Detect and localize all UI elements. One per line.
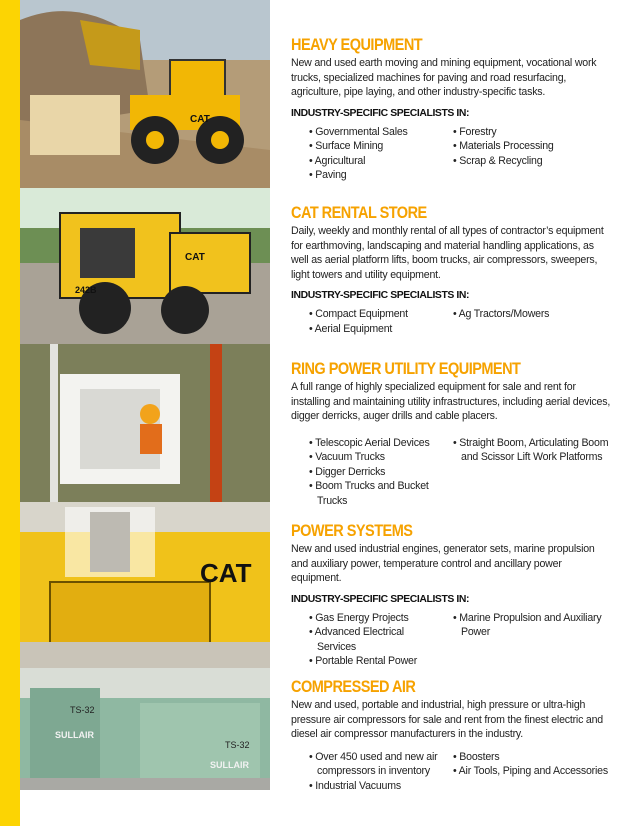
specialty-item: • Advanced Electrical Services <box>309 625 441 654</box>
specialty-item: • Governmental Sales <box>309 125 441 140</box>
section-title: CAT RENTAL STORE <box>291 204 427 222</box>
specialists-heading: INDUSTRY-SPECIFIC SPECIALISTS IN: <box>291 593 470 605</box>
specialty-item: • Portable Rental Power <box>309 654 441 669</box>
specialty-item: • Forestry <box>453 125 611 140</box>
section-ring-power-utility <box>291 358 611 508</box>
air-compressor-photo <box>20 668 270 790</box>
generator-set-photo <box>20 502 270 668</box>
section-description: A full range of highly specialized equipment for sale and rent for installing and maintaining utility infrastructures, including aerial devices, digger derricks, auger drills and cable placers. <box>291 381 611 422</box>
specialty-item: • Gas Energy Projects <box>309 611 441 626</box>
specialty-item: • Boom Trucks and Bucket Trucks <box>309 479 441 508</box>
specialty-item: • Straight Boom, Articulating Boom and Scissor Lift Work Platforms <box>453 436 611 465</box>
specialty-item: • Agricultural <box>309 154 441 169</box>
specialty-item: • Surface Mining <box>309 139 441 154</box>
section-compressed-air <box>291 676 611 793</box>
section-power-systems <box>291 520 611 669</box>
section-heavy-equipment <box>291 34 611 183</box>
skid-model-label: 242B <box>75 285 97 295</box>
skid-steer-photo <box>20 188 270 344</box>
specialty-item: • Paving <box>309 168 441 183</box>
loader-badge: CAT <box>190 114 210 125</box>
specialists-heading: INDUSTRY-SPECIFIC SPECIALISTS IN: <box>291 290 470 301</box>
specialty-item: • Ag Tractors/Mowers <box>453 307 611 322</box>
yellow-sidebar-stripe <box>0 0 20 826</box>
photo-column <box>20 0 270 790</box>
section-title: HEAVY EQUIPMENT <box>291 36 423 54</box>
specialty-item: • Compact Equipment <box>309 307 441 322</box>
section-description: New and used earth moving and mining equipment, vocational work trucks, specialized machines for paving and road resurfacing, agriculture, pipe laying, and other industry-specific tasks. <box>291 57 597 98</box>
specialty-item: • Air Tools, Piping and Accessories <box>453 764 611 779</box>
specialty-item: • Telescopic Aerial Devices <box>309 436 441 451</box>
section-title: RING POWER UTILITY EQUIPMENT <box>291 360 521 378</box>
specialists-heading: INDUSTRY-SPECIFIC SPECIALISTS IN: <box>291 107 470 119</box>
section-cat-rental-store <box>291 202 611 336</box>
compressor-brand-1: SULLAIR <box>55 730 94 740</box>
specialty-item: • Aerial Equipment <box>309 322 441 337</box>
section-description: New and used, portable and industrial, high pressure or ultra-high pressure air compressors for sale and rent from the finest electric and diesel air compressor manufacturers in the industry. <box>291 699 603 740</box>
section-title: COMPRESSED AIR <box>291 678 416 696</box>
specialty-item: • Marine Propulsion and Auxiliary Power <box>453 611 611 640</box>
specialty-item: • Industrial Vacuums <box>309 779 441 794</box>
compressor-model-1: TS-32 <box>70 705 95 715</box>
specialty-item: • Scrap & Recycling <box>453 154 611 169</box>
specialty-item: • Digger Derricks <box>309 465 441 480</box>
section-description: New and used industrial engines, generator sets, marine propulsion and auxiliary power, temperature control and ancillary power equipment. <box>291 543 595 584</box>
specialty-item: • Vacuum Trucks <box>309 450 441 465</box>
wheel-loader-photo <box>20 0 270 188</box>
compressor-brand-2: SULLAIR <box>210 760 249 770</box>
compressor-model-2: TS-32 <box>225 740 250 750</box>
section-title: POWER SYSTEMS <box>291 522 413 540</box>
genset-badge: CAT <box>200 558 252 588</box>
specialty-item: • Over 450 used and new air compressors in inventory <box>309 750 441 779</box>
specialty-item: • Materials Processing <box>453 139 611 154</box>
specialty-item: • Boosters <box>453 750 611 765</box>
section-description: Daily, weekly and monthly rental of all types of contractor’s equipment for earthmoving, landscaping and material handling applications, as well as aerial platform lifts, boom trucks, air compressors, sweepers, light towers and utility equipment. <box>291 225 604 281</box>
utility-equipment-photo <box>20 344 270 502</box>
skid-badge: CAT <box>185 252 205 263</box>
